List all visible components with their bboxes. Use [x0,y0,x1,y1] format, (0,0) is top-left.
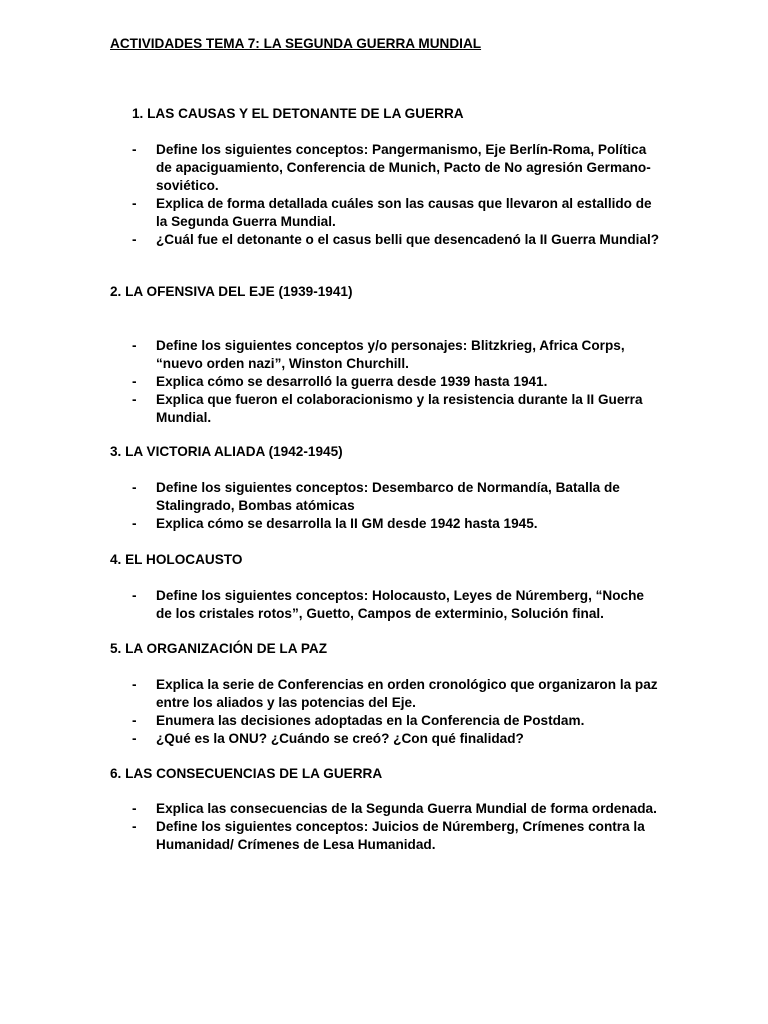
bullet-dash: - [132,142,137,157]
list-item: - Define los siguientes conceptos y/o personajes: Blitzkrieg, Africa Corps, “nuevo orden nazi”, Winston Churchill. [132,338,625,371]
document-title: ACTIVIDADES TEMA 7: LA SEGUNDA GUERRA MUNDIAL [110,36,482,51]
bullet-dash: - [132,731,137,746]
bullet-dash: - [132,196,137,211]
bullet-dash: - [132,338,137,353]
section-3-list [132,479,662,533]
section-1-list [132,141,662,249]
list-item: - Define los siguientes conceptos: Holocausto, Leyes de Núremberg, “Noche de los cristales rotos”, Guetto, Campos de exterminio, Solución final. [132,588,644,621]
bullet-dash: - [132,516,137,531]
bullet-dash: - [132,588,137,603]
section-heading-5: 5. LA ORGANIZACIÓN DE LA PAZ [110,641,327,656]
list-item: - Explica que fueron el colaboracionismo y la resistencia durante la II Guerra Mundial. [132,392,643,425]
section-heading-4: 4. EL HOLOCAUSTO [110,552,243,567]
section-5-list [132,676,662,748]
list-item: - Define los siguientes conceptos: Desembarco de Normandía, Batalla de Stalingrado, Bombas atómicas [132,480,620,513]
bullet-dash: - [132,713,137,728]
section-heading-2: 2. LA OFENSIVA DEL EJE (1939-1941) [110,284,353,299]
list-item: - Explica la serie de Conferencias en orden cronológico que organizaron la paz entre los aliados y las potencias del Eje. [132,677,658,710]
section-heading-6: 6. LAS CONSECUENCIAS DE LA GUERRA [110,766,383,781]
bullet-dash: - [132,801,137,816]
list-item: - Explica cómo se desarrolla la II GM desde 1942 hasta 1945. [132,516,538,531]
list-item: - Explica las consecuencias de la Segunda Guerra Mundial de forma ordenada. [132,801,657,816]
list-item: - ¿Qué es la ONU? ¿Cuándo se creó? ¿Con qué finalidad? [132,731,524,746]
list-item: - Explica cómo se desarrolló la guerra desde 1939 hasta 1941. [132,374,548,389]
bullet-dash: - [132,374,137,389]
bullet-dash: - [132,480,137,495]
list-item: - Enumera las decisiones adoptadas en la Conferencia de Postdam. [132,713,585,728]
section-4-list [132,587,662,623]
list-item: - Define los siguientes conceptos: Pangermanismo, Eje Berlín-Roma, Política de apaciguamiento, Conferencia de Munich, Pacto de No agresión Germano-soviético. [132,142,651,193]
list-item: - ¿Cuál fue el detonante o el casus belli que desencadenó la II Guerra Mundial? [132,232,660,247]
section-heading-3: 3. LA VICTORIA ALIADA (1942-1945) [110,444,343,459]
bullet-dash: - [132,232,137,247]
section-heading-1: 1. LAS CAUSAS Y EL DETONANTE DE LA GUERRA [132,106,464,121]
bullet-dash: - [132,819,137,834]
list-item: - Explica de forma detallada cuáles son las causas que llevaron al estallido de la Segunda Guerra Mundial. [132,196,652,229]
section-6-list [132,800,662,854]
bullet-dash: - [132,392,137,407]
bullet-dash: - [132,677,137,692]
section-2-list [132,337,662,427]
list-item: - Define los siguientes conceptos: Juicios de Núremberg, Crímenes contra la Humanidad/ Crímenes de Lesa Humanidad. [132,819,645,852]
